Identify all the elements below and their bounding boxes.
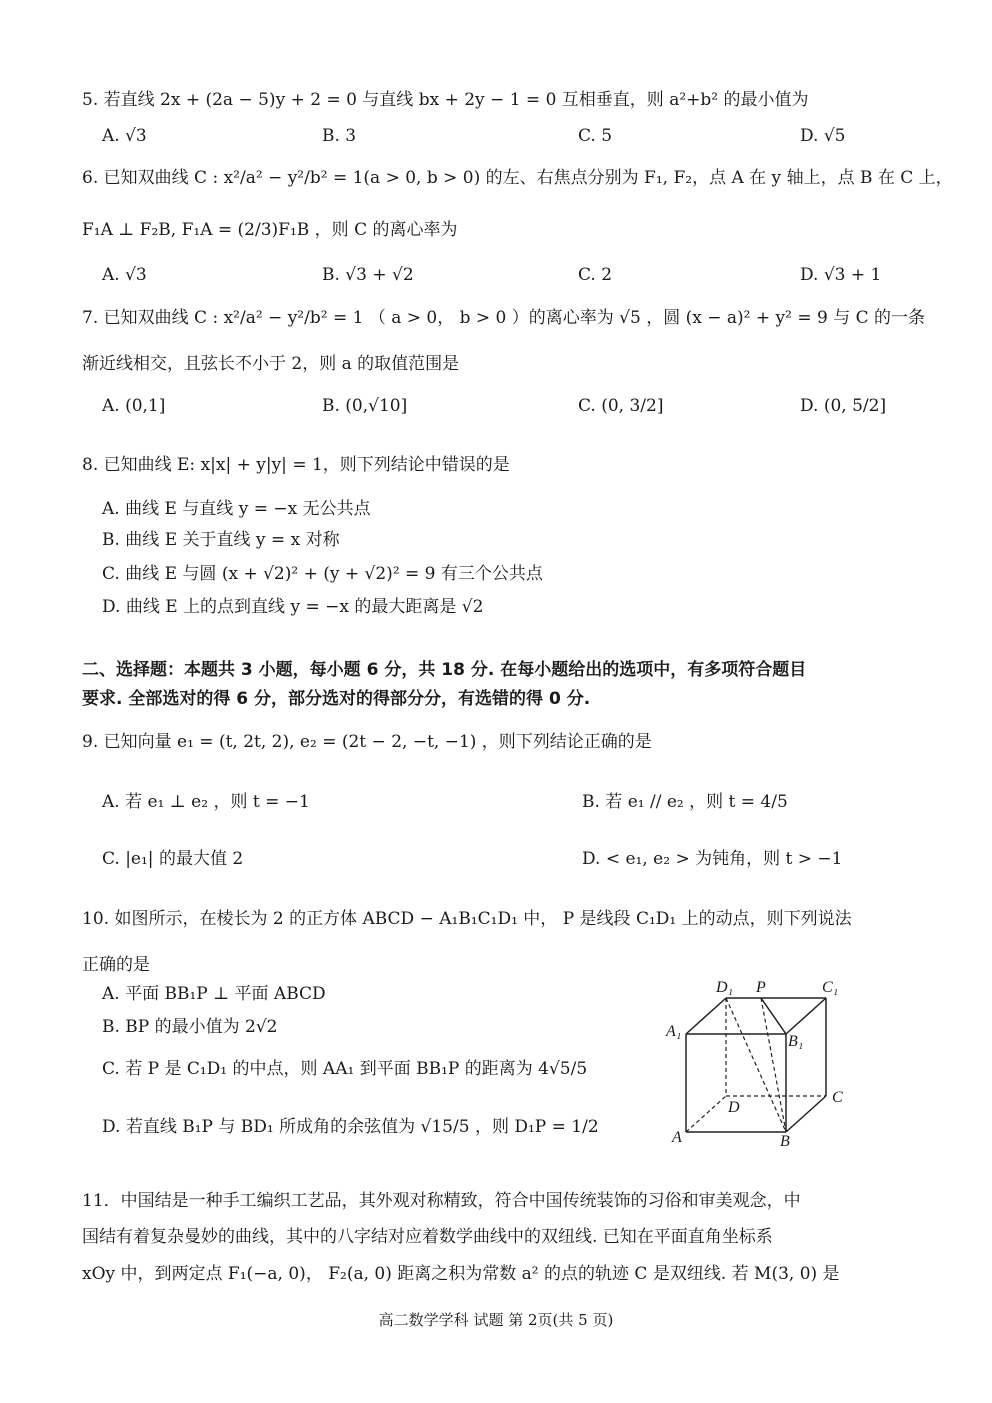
q10-option-b: B. BP 的最小值为 2√2	[102, 1017, 278, 1037]
q9-option-a: A. 若 e₁ ⊥ e₂ ，则 t = −1	[102, 792, 310, 812]
q7-stem-line2: 渐近线相交，且弦长不小于 2，则 a 的取值范围是	[82, 354, 460, 374]
q10-option-c: C. 若 P 是 C₁D₁ 的中点，则 AA₁ 到平面 BB₁P 的距离为 4√5/5	[102, 1059, 588, 1079]
q6-option-d: D. √3 + 1	[800, 265, 882, 285]
q9-stem: 9. 已知向量 e₁ = (t, 2t, 2), e₂ = (2t − 2, −t, −1) ，则下列结论正确的是	[82, 732, 652, 752]
q9-option-c: C. |e₁| 的最大值 2	[102, 849, 244, 869]
q6-option-b: B. √3 + √2	[322, 265, 414, 285]
q10-stem-line1: 10. 如图所示，在棱长为 2 的正方体 ABCD − A₁B₁C₁D₁ 中， P 是线段 C₁D₁ 上的动点，则下列说法	[82, 909, 852, 929]
q8-option-a: A. 曲线 E 与直线 y = −x 无公共点	[102, 499, 371, 519]
label-c: C	[832, 1089, 843, 1106]
q5-option-d: D. √5	[800, 126, 846, 146]
section2-heading-line2: 要求. 全部选对的得 6 分，部分选对的得部分分，有选错的得 0 分.	[82, 689, 591, 709]
q5-option-b: B. 3	[322, 126, 357, 146]
q7-option-a: A. (0,1]	[102, 396, 166, 416]
q6-stem-line2: F₁A ⊥ F₂B, F₁A = (2/3)F₁B ，则 C 的离心率为	[82, 220, 458, 240]
q6-stem-line1: 6. 已知双曲线 C : x²/a² − y²/b² = 1(a > 0, b > 0) 的左、右焦点分别为 F₁, F₂，点 A 在 y 轴上，点 B 在 C 上，	[82, 168, 953, 188]
q5-stem: 5. 若直线 2x + (2a − 5)y + 2 = 0 与直线 bx + 2y − 1 = 0 互相垂直，则 a²+b² 的最小值为	[82, 90, 809, 110]
q5-option-a: A. √3	[102, 126, 147, 146]
label-b1: B₁	[788, 1033, 804, 1050]
q7-option-c: C. (0, 3/2]	[578, 396, 664, 416]
label-a: A	[672, 1129, 682, 1146]
label-d: D	[728, 1099, 740, 1116]
label-d1: D₁	[716, 979, 734, 996]
q7-option-d: D. (0, 5/2]	[800, 396, 887, 416]
q5-option-c: C. 5	[578, 126, 613, 146]
page-footer: 高二数学学科 试题 第 2页(共 5 页)	[378, 1311, 614, 1329]
q11-line2: 国结有着复杂曼妙的曲线，其中的八字结对应着数学曲线中的双纽线. 已知在平面直角坐标系	[82, 1227, 773, 1247]
label-c1: C₁	[822, 979, 839, 996]
section2-heading-line1: 二、选择题：本题共 3 小题，每小题 6 分，共 18 分. 在每小题给出的选项中，有多项符合题目	[82, 660, 807, 680]
q8-option-d: D. 曲线 E 上的点到直线 y = −x 的最大距离是 √2	[102, 597, 484, 617]
q10-option-d: D. 若直线 B₁P 与 BD₁ 所成角的余弦值为 √15/5 ，则 D₁P = 1/2	[102, 1117, 599, 1137]
q9-option-d: D. < e₁, e₂ > 为钝角，则 t > −1	[582, 849, 843, 869]
q8-stem: 8. 已知曲线 E: x|x| + y|y| = 1，则下列结论中错误的是	[82, 455, 510, 475]
label-a1: A₁	[666, 1023, 682, 1040]
q6-option-a: A. √3	[102, 265, 147, 285]
q8-option-c: C. 曲线 E 与圆 (x + √2)² + (y + √2)² = 9 有三个公共点	[102, 564, 543, 584]
q7-stem-line1: 7. 已知双曲线 C : x²/a² − y²/b² = 1 （ a > 0， b > 0 ）的离心率为 √5 ，圆 (x − a)² + y² = 9 与 C 的一条	[82, 308, 926, 328]
q8-option-b: B. 曲线 E 关于直线 y = x 对称	[102, 530, 340, 550]
q10-stem-line2: 正确的是	[82, 955, 150, 975]
q11-line3: xOy 中，到两定点 F₁(−a, 0)， F₂(a, 0) 距离之积为常数 a² 的点的轨迹 C 是双纽线. 若 M(3, 0) 是	[82, 1264, 840, 1284]
label-b: B	[780, 1133, 790, 1150]
q7-option-b: B. (0,√10]	[322, 396, 408, 416]
q11-line1: 11．中国结是一种手工编织工艺品，其外观对称精致，符合中国传统装饰的习俗和审美观念，中	[82, 1191, 801, 1211]
cube-figure	[664, 974, 864, 1150]
q10-option-a: A. 平面 BB₁P ⊥ 平面 ABCD	[102, 984, 326, 1004]
q9-option-b: B. 若 e₁ // e₂ ，则 t = 4/5	[582, 792, 788, 812]
label-p: P	[756, 979, 766, 996]
q6-option-c: C. 2	[578, 265, 613, 285]
